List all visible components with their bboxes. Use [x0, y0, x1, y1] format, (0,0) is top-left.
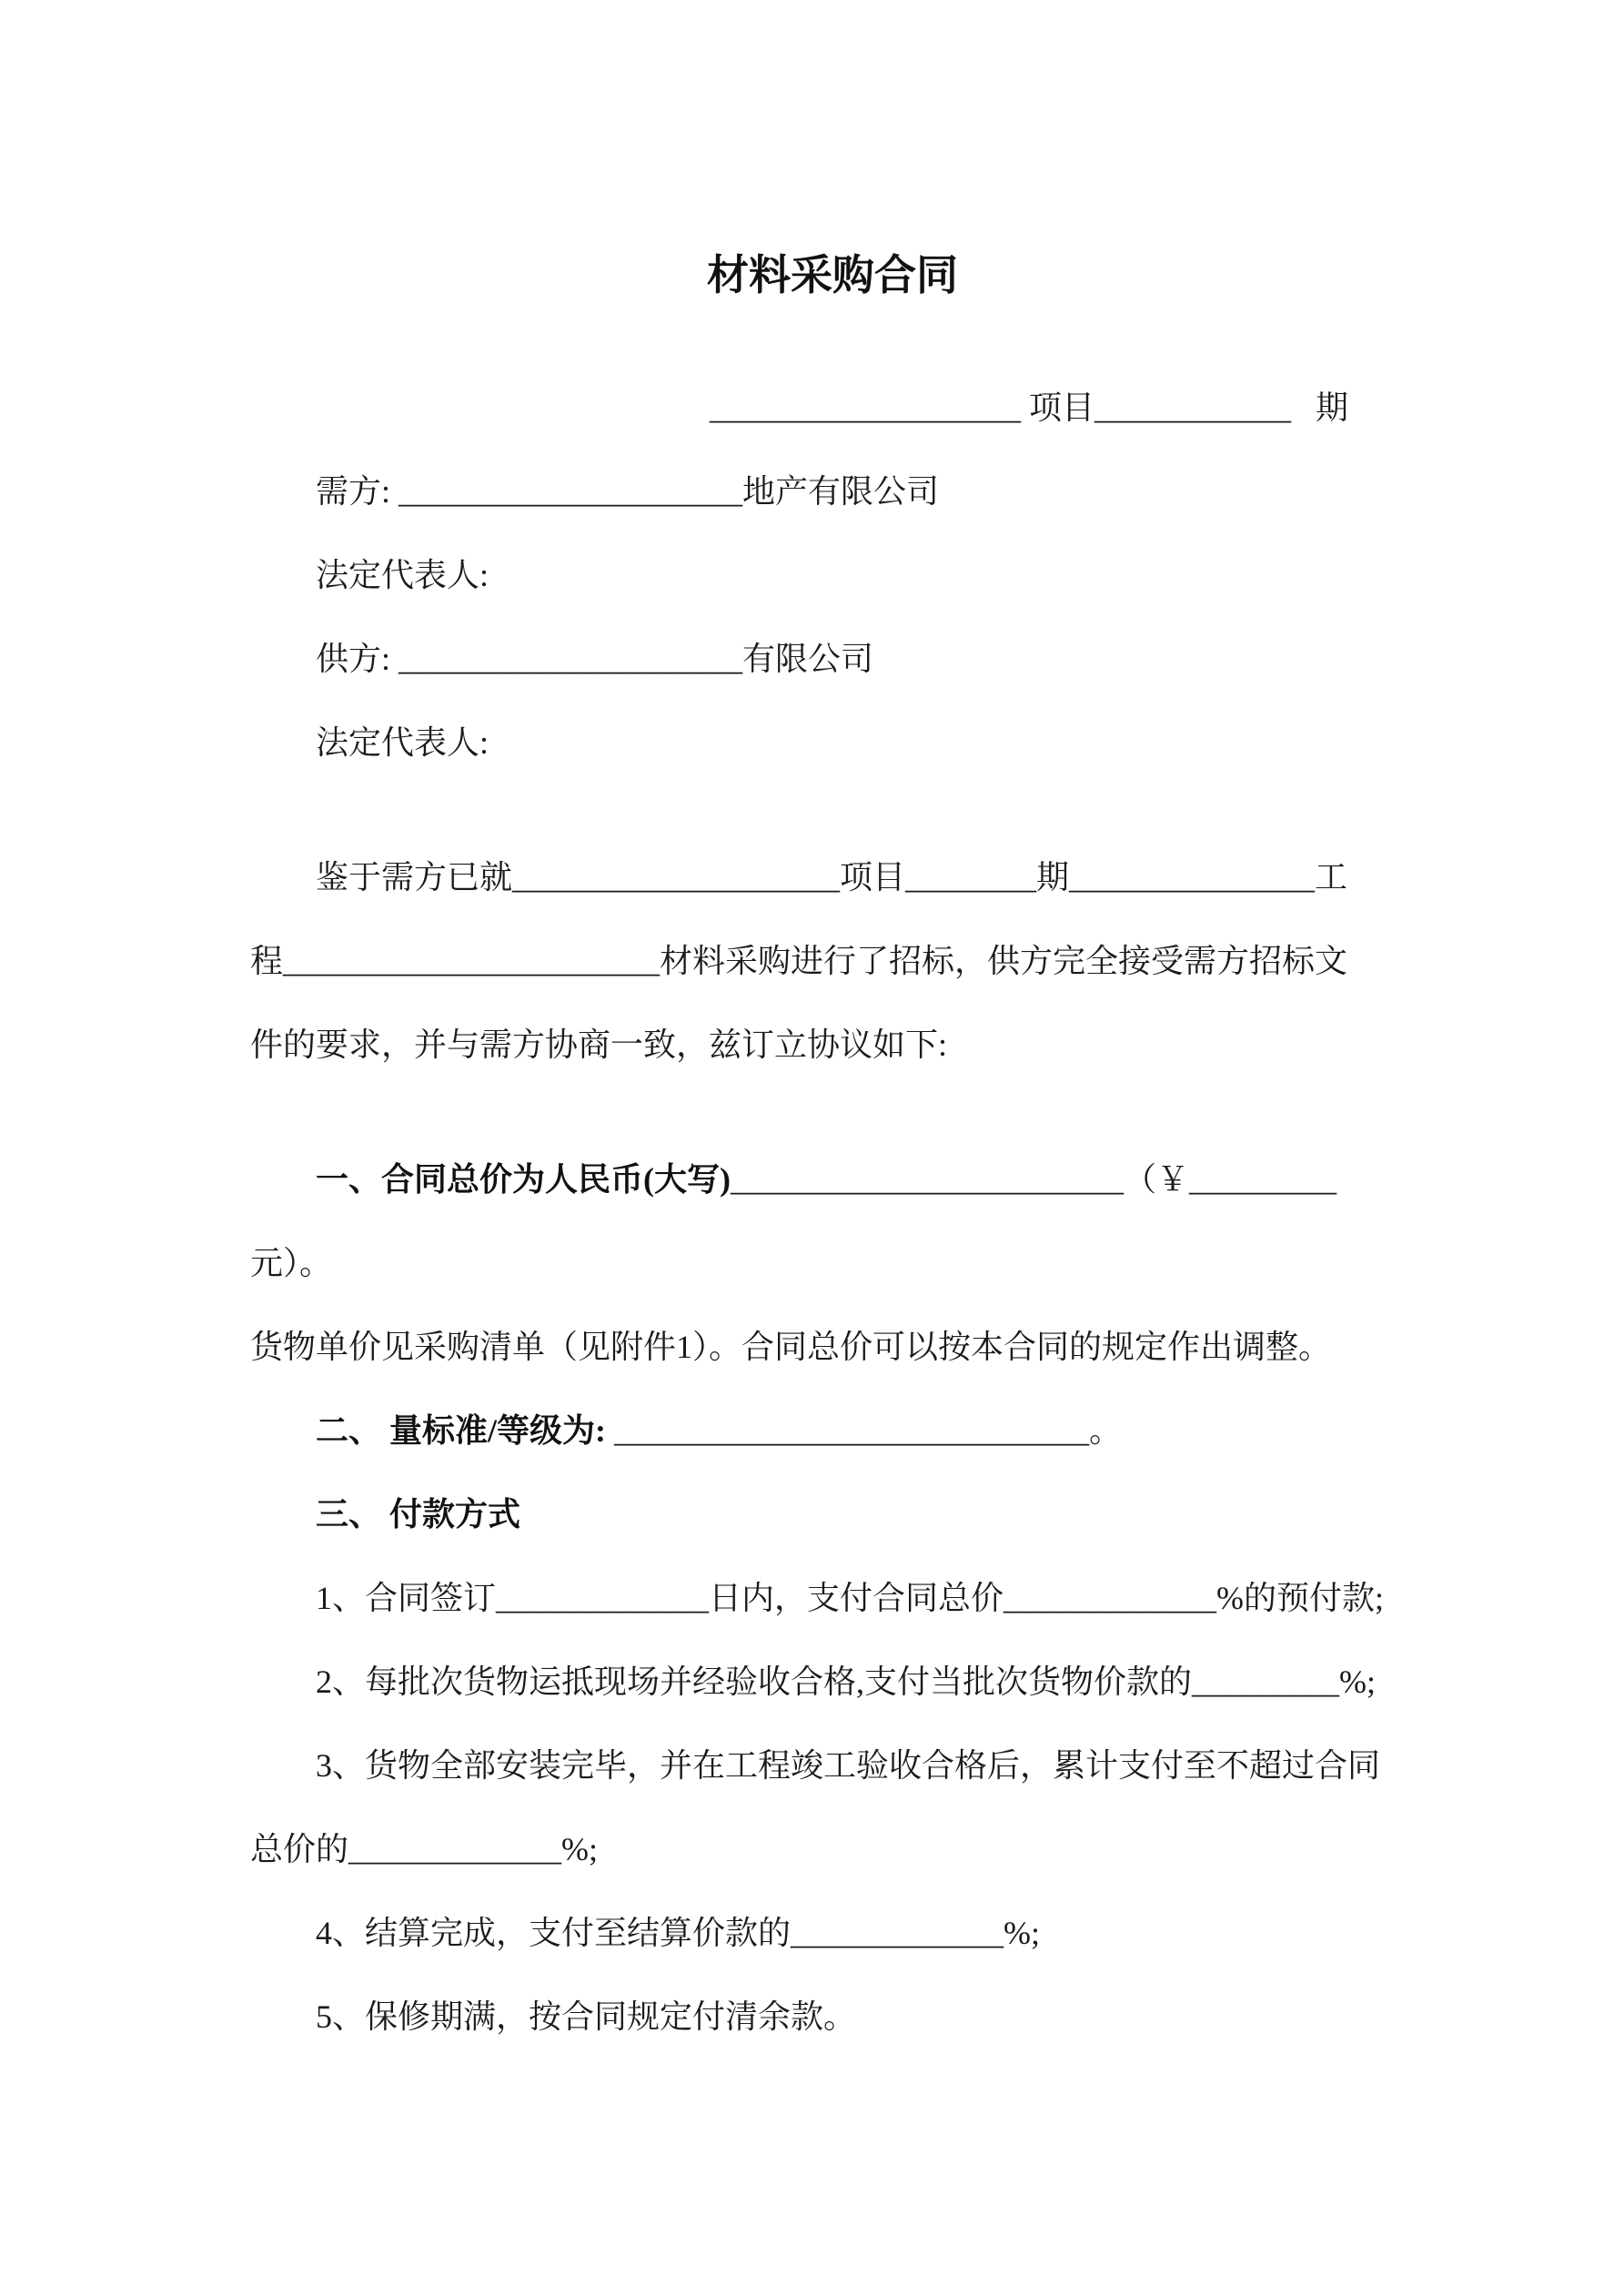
clause-1-blank-amount: ________________________（￥_________元）。	[250, 1161, 1337, 1281]
supply-legal-representative-line: 法定代表人:	[316, 724, 489, 761]
clause-1-heading: 一、合同总价为人民币(大写)	[316, 1161, 731, 1198]
payment-item-4: 4、结算完成，支付至结算价款的_____________%;	[316, 1915, 1040, 1951]
document-title: 材料采购合同	[707, 251, 958, 298]
clause-2-quality-standard-line	[250, 1389, 1415, 1472]
payment-item-3-line-2: 总价的_____________%;	[250, 1831, 598, 1867]
payment-item-1: 1、合同签订_____________日内，支付合同总价_____________%的预付款;	[316, 1580, 1384, 1616]
whereas-paragraph-line-2: 程_______________________材料采购进行了招标，供方完全接受需方招标文	[250, 943, 1348, 979]
party-demand-line: 需方: _____________________地产有限公司	[316, 473, 940, 510]
party-supply-line: 供方: _____________________有限公司	[316, 641, 874, 677]
payment-item-2: 2、每批次货物运抵现场并经验收合格,支付当批次货物价款的_________%;	[316, 1664, 1376, 1700]
clause-2-blank: _____________________________。	[614, 1412, 1122, 1449]
clause-1-total-price-line	[250, 1138, 1415, 1305]
demand-legal-representative-line: 法定代表人:	[316, 557, 489, 593]
clause-3-payment-method-heading: 三、 付款方式	[316, 1496, 521, 1532]
payment-item-5: 5、保修期满，按合同规定付清余款。	[316, 1998, 857, 2035]
clause-2-heading: 二、 量标准/等级为:	[316, 1412, 614, 1449]
whereas-paragraph-line-3: 件的要求，并与需方协商一致，兹订立协议如下:	[250, 1027, 948, 1063]
whereas-paragraph-line-1: 鉴于需方已就____________________项目________期_______________工	[316, 859, 1348, 895]
clause-1-continuation-line: 货物单价见采购清单（见附件1）。合同总价可以按本合同的规定作出调整。	[250, 1329, 1332, 1365]
payment-item-3-line-1: 3、货物全部安装完毕，并在工程竣工验收合格后，累计支付至不超过合同	[316, 1747, 1381, 1784]
project-phase-header-line: ___________________ 项目____________ 期	[710, 389, 1348, 426]
